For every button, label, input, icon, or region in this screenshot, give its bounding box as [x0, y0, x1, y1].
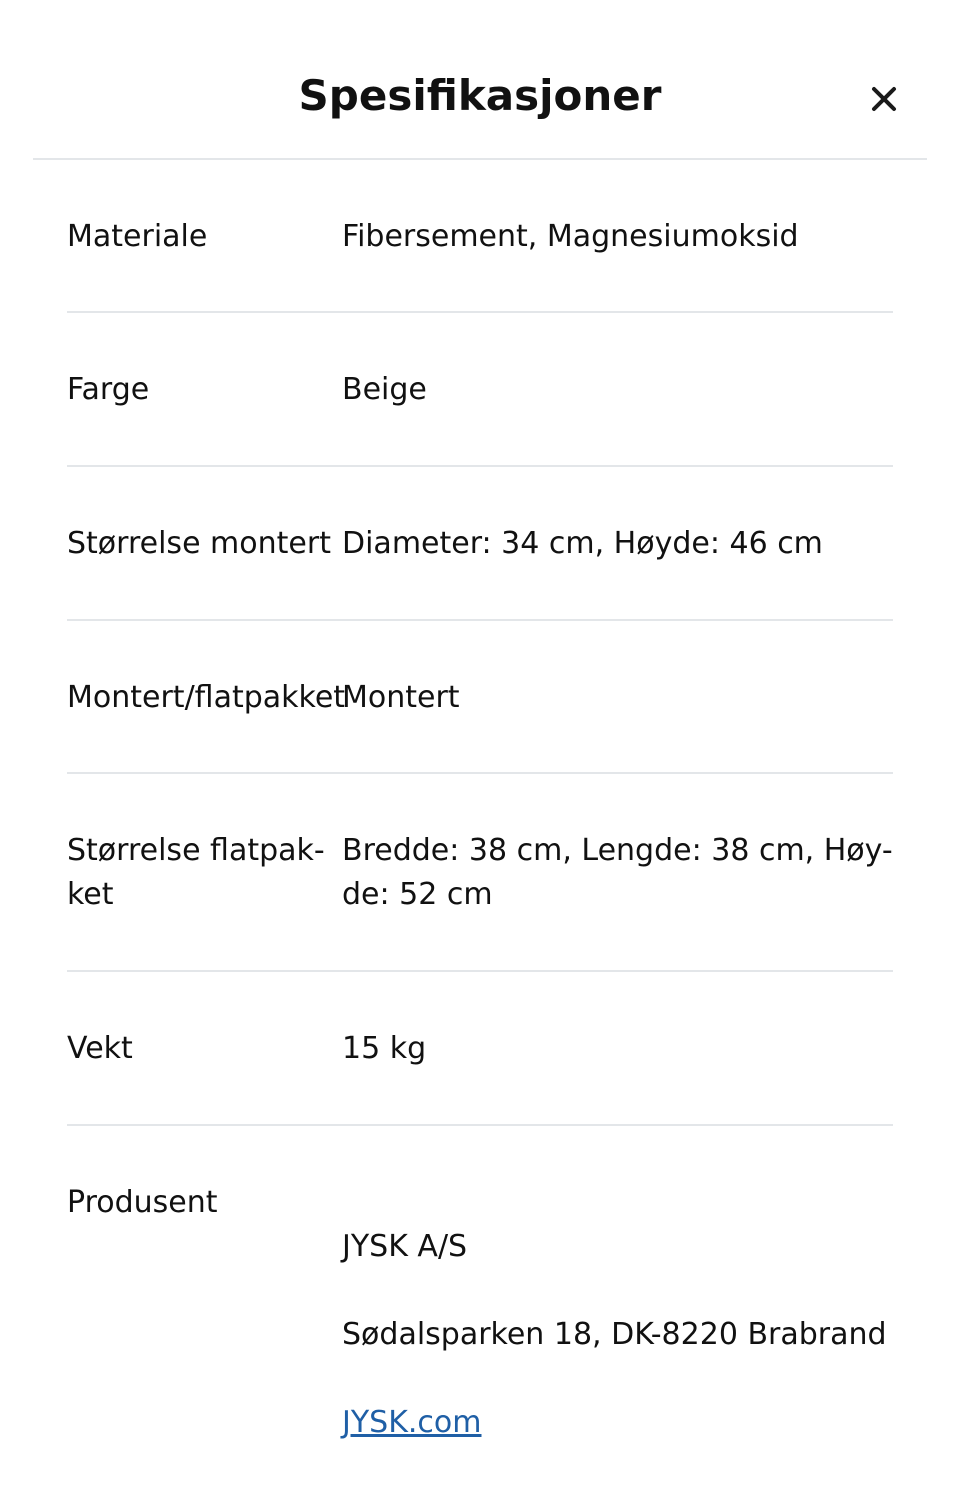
- producer-address: Sødalsparken 18, DK-8220 Brabrand: [342, 1317, 887, 1352]
- spec-label: Materiale: [67, 219, 208, 254]
- spec-value: Bredde: 38 cm, Lengde: 38 cm, Høy- de: 52 cm: [342, 833, 893, 912]
- spec-value: Fibersement, Magnesiumoksid: [342, 219, 799, 254]
- producer-name: JYSK A/S: [342, 1229, 468, 1264]
- dialog-header: [33, 0, 927, 160]
- spec-row-farge: [67, 313, 893, 467]
- spec-row-storrelse-montert: [67, 467, 893, 621]
- spec-row-vekt: [67, 972, 893, 1126]
- spec-label: Montert/flatpakket: [67, 680, 346, 715]
- specifications-list: [67, 160, 893, 1440]
- spec-label: Størrelse montert: [67, 526, 331, 561]
- spec-row-produsent: [67, 1126, 893, 1440]
- spec-value: 15 kg: [342, 1031, 427, 1066]
- dialog-title: Spesifikasjoner: [298, 71, 662, 120]
- spec-value: Diameter: 34 cm, Høyde: 46 cm: [342, 526, 823, 561]
- producer-info: [342, 1181, 893, 1440]
- spec-value: Beige: [342, 372, 427, 407]
- spec-value: Montert: [342, 680, 460, 715]
- spec-row-montert-flatpakket: [67, 621, 893, 774]
- spec-label: Produsent: [67, 1185, 218, 1220]
- producer-website-link[interactable]: JYSK.com: [342, 1405, 482, 1440]
- spec-row-materiale: [67, 160, 893, 313]
- spec-row-storrelse-flatpakket: [67, 774, 893, 972]
- close-button[interactable]: [865, 80, 903, 118]
- close-icon: [865, 80, 903, 118]
- spec-label: Vekt: [67, 1031, 133, 1066]
- spec-label: Størrelse flatpak- ket: [67, 833, 325, 912]
- spec-label: Farge: [67, 372, 150, 407]
